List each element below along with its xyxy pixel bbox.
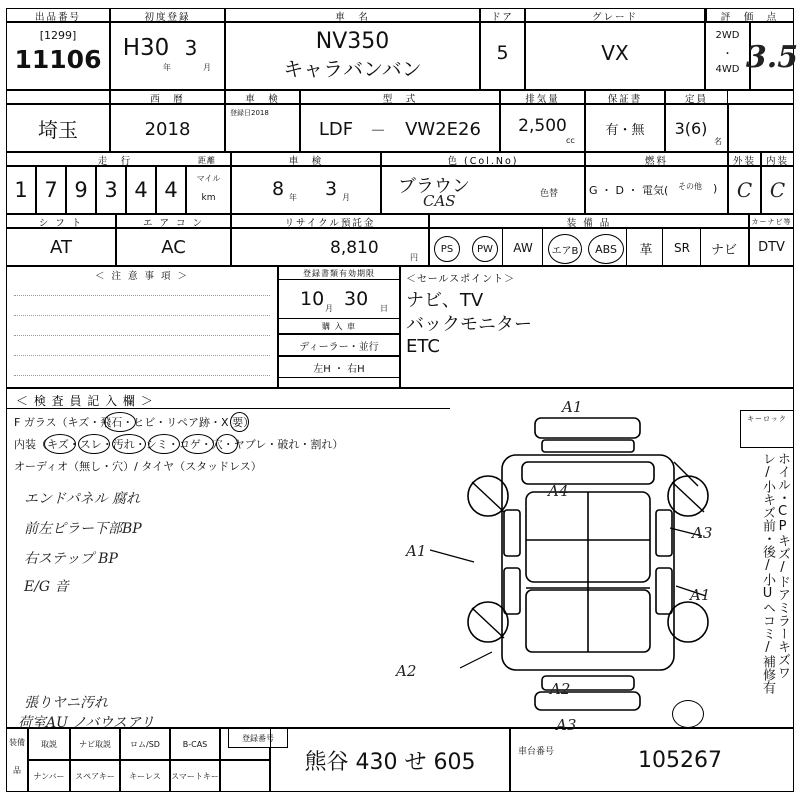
row3-label-fuel: 燃料 <box>644 155 668 167</box>
color-change-label: 色替 <box>540 189 559 199</box>
cell-shaken-date <box>231 166 381 214</box>
equip-airbag-label: エアB <box>551 245 579 257</box>
odo-digit-2: 7 <box>36 166 66 214</box>
hdr-label-door: ドア <box>491 11 514 23</box>
bottom-item-top-1-label: ナビ取説 <box>79 739 111 749</box>
diagram-mark-a4: A4 <box>548 482 569 500</box>
equip-leather: 革 <box>639 242 653 258</box>
inspection-header: ＜ 検 査 員 記 入 欄 ＞ <box>16 394 154 408</box>
expiry-day-label: 日 <box>380 304 388 313</box>
legend-circle-1 <box>104 412 136 432</box>
row4-label-ac: エ ア コ ン <box>142 217 205 229</box>
car-diagram <box>430 400 750 730</box>
reg-year-label: 年 <box>163 63 171 72</box>
legend-circle-yogore <box>112 434 146 454</box>
equip-div-5 <box>700 228 701 266</box>
notes-header: ＜ 注 意 事 項 ＞ <box>94 271 190 282</box>
car-name-line2: キャラバンバン <box>283 56 422 81</box>
hdr-label-grade: グレード <box>591 11 638 23</box>
diagram-mark-a1-left: A1 <box>406 542 427 560</box>
exterior-grade: C <box>736 178 753 202</box>
notes-line-5 <box>14 374 270 376</box>
bottom-item-bottom-2-label: キーレス <box>129 771 161 781</box>
row4-label-equip: 装 備 品 <box>566 217 612 229</box>
row4-label-nav: カーナビ等 <box>751 218 792 226</box>
purchase-header: 購 入 車 <box>321 322 357 331</box>
capacity-unit: 名 <box>714 137 722 146</box>
odo-digit-3: 9 <box>66 166 96 214</box>
legend-line-3: オーディオ（無し・穴）/ タイヤ（スタッドレス） <box>14 460 262 473</box>
expiry-day: 30 <box>344 288 369 310</box>
drive-2wd: 2WD <box>715 29 740 41</box>
bottom-col1-top-label: 取説 <box>41 739 57 749</box>
legend-circle-shimi <box>148 434 180 454</box>
diagram-mark-a2-right: A1 <box>690 586 711 604</box>
evaluation-score: 3.5 <box>745 39 799 75</box>
lot-sub: [1299] <box>39 28 77 42</box>
handwriting-6: 荷室AU ノバウスアリ <box>18 715 155 731</box>
handwriting-3: 右ステップ BP <box>24 551 118 567</box>
cell-score-cont <box>728 104 794 152</box>
model-dash: － <box>369 120 386 140</box>
color-code: CAS <box>423 192 456 210</box>
equip-abs-label: ABS <box>595 242 617 256</box>
serial-header: 車台番号 <box>518 747 555 757</box>
bottom-col1-bottom-label: ナンバー <box>33 771 65 781</box>
equip-pw-label: PW <box>477 243 493 255</box>
equip-abs <box>588 234 624 264</box>
row3-label-shaken: 車 検 <box>288 155 324 167</box>
row2-label-disp: 排気量 <box>525 93 560 105</box>
reg-month: 3 <box>184 36 198 60</box>
notes-line-3 <box>14 334 270 336</box>
sales-header: ＜セールスポイント＞ <box>406 274 516 285</box>
row2-label-cap: 定員 <box>684 93 708 105</box>
equip-navi: ナビ <box>710 242 737 258</box>
row2-hdr-area <box>6 90 110 104</box>
row3-label-dist: 距離 <box>198 155 216 165</box>
plate-value: 熊谷 430 せ 605 <box>304 749 476 775</box>
legend-line-2: 内装（キズ・スレ・汚れ・シミ・コゲ・穴・ヤブレ・破れ・割れ） <box>14 438 344 451</box>
legend-circle-sure <box>78 434 110 454</box>
sales-point-3: ETC <box>406 336 440 357</box>
year-value: 2018 <box>144 118 191 140</box>
row4-label-recycle: リサイクル預託金 <box>284 217 376 229</box>
warranty-value: 有・無 <box>605 122 645 138</box>
reg-era: H30 <box>122 35 170 61</box>
model-code: VW2E26 <box>405 118 481 140</box>
reg-month-label: 月 <box>203 63 211 72</box>
odo-digit-5: 4 <box>126 166 156 214</box>
equip-aw: AW <box>513 241 533 255</box>
legend-line-1: F ガラス（キズ・飛石・ヒビ・リペア跡・X 要） <box>14 416 255 429</box>
hdr-label-score: 評 価 点 <box>720 11 779 23</box>
notes-line-2 <box>14 314 270 316</box>
area-value: 埼玉 <box>38 117 78 142</box>
notes-cell <box>6 266 278 388</box>
tv-value: DTV <box>749 228 794 266</box>
row2-label-model: 型 式 <box>382 93 418 105</box>
shaken-year-value: 8 <box>272 178 285 200</box>
bottom-item-bottom-4 <box>220 760 270 792</box>
expiry-header: 登録書類有効期限 <box>303 269 375 278</box>
equip-sunroof: SR <box>674 241 690 255</box>
purchase-value: ディーラー・並行 <box>299 341 379 353</box>
lot-number: 11106 <box>14 44 102 74</box>
row2-label-year: 西 暦 <box>150 93 185 105</box>
key-lock-label: キーロック <box>747 415 787 423</box>
inspection-header-rule <box>6 408 450 409</box>
legend-circle-kizu <box>44 434 76 454</box>
fuel-options: G ・ D ・ 電気( <box>589 184 669 197</box>
drive-separator: ・ <box>722 48 733 60</box>
odo-unit-mile: マイル <box>196 173 221 183</box>
bottom-item-bottom-1-label: スペアキー <box>75 771 115 781</box>
row4-label-shift: シ フ ト <box>38 217 84 229</box>
notes-line-1 <box>14 294 270 296</box>
notes-line-4 <box>14 354 270 356</box>
equip-div-4 <box>662 228 663 266</box>
sales-point-1: ナビ、TV <box>406 290 484 311</box>
equip-ps <box>434 236 460 262</box>
legend-circle-ana <box>216 434 238 454</box>
recycle-fee: 8,810 <box>330 238 379 258</box>
grade-value: VX <box>601 41 629 65</box>
equip-div-3 <box>626 228 627 266</box>
hdr-label-lot: 出品番号 <box>34 11 81 23</box>
bottom-item-top-2-label: ロム/SD <box>130 739 160 749</box>
odo-digit-1: 1 <box>6 166 36 214</box>
shaken-year-label: 年 <box>289 193 297 202</box>
equip-airbag <box>548 234 582 264</box>
serial-value: 105267 <box>638 747 722 773</box>
equip-div-1 <box>502 228 503 266</box>
shift-value: AT <box>6 228 116 266</box>
drive-4wd: 4WD <box>715 63 740 75</box>
shaken-month-label: 月 <box>342 193 350 202</box>
hdr-label-reg: 初度登録 <box>144 11 191 23</box>
legend-circle-koge <box>182 434 214 454</box>
car-name-line1: NV350 <box>315 28 390 54</box>
diagram-circle-mark <box>672 700 704 728</box>
equip-ps-label: PS <box>440 243 454 255</box>
diagram-mark-a3-right: A3 <box>692 524 713 542</box>
fuel-close: ) <box>713 182 718 195</box>
handwriting-5: 張りヤニ汚れ <box>24 695 108 711</box>
side-vertical-text: ホイル・CPキズ/ドアミラーキズワレ/小キズ前・後/小Uヘコミ/補修有 <box>760 452 790 694</box>
diagram-mark-a2-bottom: A2 <box>396 662 417 680</box>
handwriting-2: 前左ピラー下部BP <box>24 521 142 537</box>
bottom-label-2: 品 <box>13 765 21 775</box>
equip-div-2 <box>542 228 543 266</box>
row3-label-int: 内装 <box>765 155 789 167</box>
row2-label-warranty: 保証書 <box>607 93 643 105</box>
shaken-month-value: 3 <box>325 178 338 200</box>
capacity-value: 3(6) <box>674 118 708 138</box>
sales-point-2: バックモニター <box>406 314 532 335</box>
legend-circle-x <box>230 412 249 432</box>
row3-label-color: 色 (Col.No) <box>447 155 519 167</box>
row3-label-ext: 外装 <box>732 155 756 167</box>
expiry-month-label: 月 <box>325 304 333 313</box>
diagram-mark-a1-bottom: A2 <box>550 680 571 698</box>
displacement-value: 2,500 <box>518 116 567 136</box>
odo-unit-km: km <box>201 193 216 203</box>
handwriting-1: エンドパネル 腐れ <box>24 491 141 507</box>
row3-label-odo: 走 行 <box>97 155 133 167</box>
diagram-mark-a1-top: A1 <box>562 398 583 416</box>
color-name: ブラウン <box>398 176 470 197</box>
diagram-mark-a3-bottom: A3 <box>556 716 577 734</box>
handwriting-4: E/G 音 <box>24 579 69 595</box>
odo-digit-6: 4 <box>156 166 186 214</box>
displacement-unit: cc <box>566 136 575 145</box>
shaken-note: 登録日2018 <box>230 109 269 117</box>
expiry-month: 10 <box>300 288 325 310</box>
row2-label-shaken: 車 検 <box>245 93 280 105</box>
equip-pw <box>472 236 498 262</box>
odo-digit-4: 3 <box>96 166 126 214</box>
aircon-value: AC <box>116 228 231 266</box>
handle-value: 左H ・ 右H <box>313 363 365 375</box>
interior-grade: C <box>769 178 786 202</box>
model-prefix: LDF <box>318 118 354 140</box>
fuel-other: その他 <box>678 182 702 191</box>
recycle-unit: 円 <box>410 253 418 262</box>
plate-header: 登録番号 <box>242 733 274 743</box>
bottom-label-1: 装備 <box>9 737 25 747</box>
bottom-item-top-3-label: B-CAS <box>182 739 208 749</box>
bottom-item-bottom-3-label: スマートキー <box>171 771 219 781</box>
hdr-label-name: 車 名 <box>335 11 370 23</box>
door-count: 5 <box>496 42 509 64</box>
